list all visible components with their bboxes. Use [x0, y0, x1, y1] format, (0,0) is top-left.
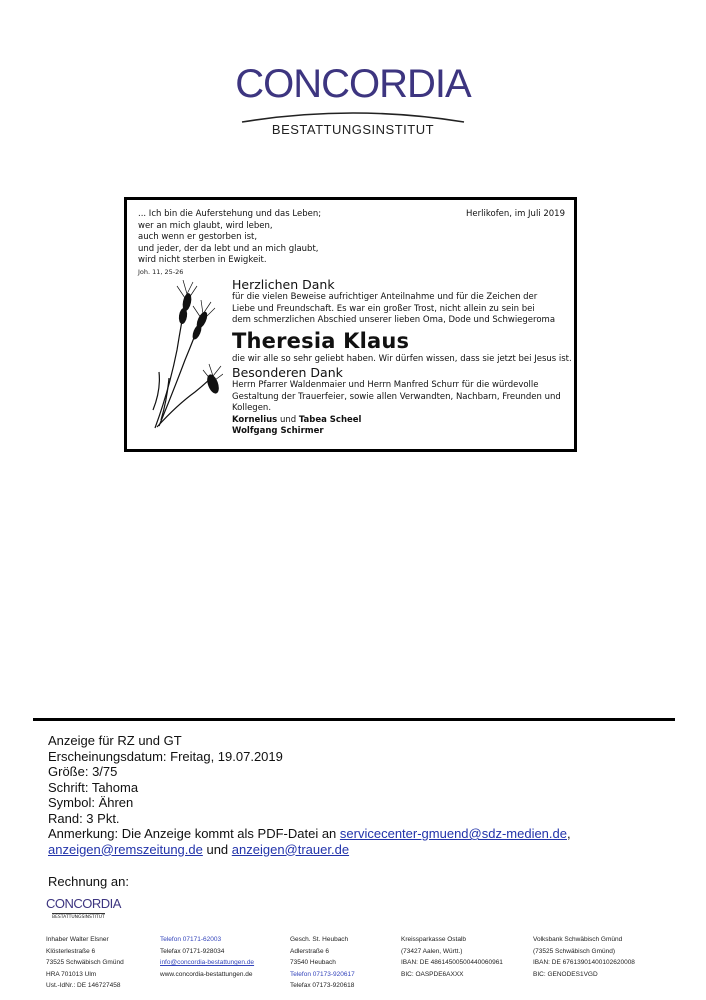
place-date: Herlikofen, im Juli 2019 — [466, 209, 565, 219]
signer-name: Wolfgang Schirmer — [232, 426, 324, 436]
footer-line: Adlerstraße 6 — [290, 947, 330, 955]
quote-reference: Joh. 11, 25-26 — [138, 267, 184, 276]
text-line: Herrn Pfarrer Waldenmaier und Herrn Manfred Schurr für die würdevolle — [232, 380, 539, 390]
quote-line: auch wenn er gestorben ist, — [138, 232, 258, 242]
footer-col-contact — [160, 934, 254, 980]
info-line: Größe: 3/75 — [48, 764, 118, 779]
logo-subtitle: BESTATTUNGSINSTITUT — [271, 122, 435, 137]
logo-arc — [240, 104, 466, 124]
signer-name: Tabea Scheel — [298, 414, 362, 425]
email-link[interactable]: anzeigen@trauer.de — [231, 841, 350, 857]
footer-line: IBAN: DE 48614500500440060961 — [401, 959, 503, 966]
small-logo-subtitle: BESTATTUNGSINSTITUT — [52, 915, 105, 920]
footer-line: Kreissparkasse Ostalb — [401, 936, 467, 943]
deceased-name: Theresia Klaus — [232, 328, 410, 353]
quote-line: und jeder, der da lebt und an mich glaubt, — [138, 243, 319, 254]
text-line: Liebe und Freundschaft. Es war ein großer Trost, nicht allein zu sein bei — [232, 303, 535, 314]
quote-line: ... Ich bin die Auferstehung und das Leben; — [138, 209, 322, 219]
wheat-ears-icon — [147, 280, 223, 430]
section-divider — [33, 718, 675, 721]
info-note-cont — [48, 842, 571, 858]
signer-name: Kornelius — [232, 414, 278, 425]
note-text: Anmerkung: Die Anzeige kommt als PDF-Datei an — [48, 826, 340, 841]
invoice-label: Rechnung an: — [48, 874, 129, 889]
quote-line: wer an mich glaubt, wird leben, — [138, 220, 273, 231]
thanks-text — [232, 292, 572, 327]
info-note — [48, 826, 571, 842]
footer-line: Volksbank Schwäbisch Gmünd — [533, 936, 623, 943]
ad-order-info — [48, 733, 571, 857]
footer-phone: Telefon 07171-62003 — [160, 936, 222, 943]
email-link[interactable]: servicecenter-gmuend@sdz-medien.de — [339, 826, 567, 841]
footer-fax: Telefax 07173-920618 — [290, 982, 355, 989]
footer-line: Gesch. St. Heubach — [290, 936, 349, 943]
footer-email-link[interactable]: info@concordia-bestattungen.de — [160, 959, 255, 966]
footer-col-bank2 — [533, 934, 635, 980]
footer-line: BIC: OASPDE6AXXX — [401, 970, 464, 978]
note-sep: , — [567, 826, 571, 841]
beloved-text: die wir alle so sehr geliebt haben. Wir dürfen wissen, dass sie jetzt bei Jesus ist. — [232, 353, 572, 364]
info-line: Anzeige für RZ und GT — [48, 733, 182, 748]
scripture-quote — [138, 209, 321, 278]
text-line: dem schmerzlichen Abschied unserer lieben Oma, Dode und Schwiegeroma — [232, 315, 556, 325]
note-and: und — [202, 841, 232, 857]
text-line: Kollegen. — [232, 403, 272, 413]
signature-line-2 — [232, 426, 572, 438]
footer-col-bank1 — [401, 934, 503, 980]
footer-line: Ust.-IdNr.: DE 146727458 — [46, 982, 121, 989]
footer-line: Inhaber Walter Elsner — [46, 936, 109, 943]
footer-web: www.concordia-bestattungen.de — [160, 970, 253, 978]
company-logo: CONCORDIA — [235, 62, 471, 106]
info-line: Rand: 3 Pkt. — [48, 810, 120, 826]
heading-herzlichen-dank: Herzlichen Dank — [232, 277, 335, 292]
text-line: für die vielen Beweise aufrichtiger Anteilnahme und für die Zeichen der — [232, 292, 538, 302]
footer-line: 73540 Heubach — [290, 959, 336, 966]
heading-besonderen-dank: Besonderen Dank — [232, 365, 343, 380]
info-line: Erscheinungsdatum: Freitag, 19.07.2019 — [48, 748, 283, 764]
footer-phone: Telefon 07173-920617 — [290, 970, 355, 978]
special-thanks-text — [232, 380, 572, 415]
signature-line-1 — [232, 415, 572, 427]
footer-col-owner — [46, 934, 124, 992]
footer-line: 73525 Schwäbisch Gmünd — [46, 959, 124, 966]
info-line: Symbol: Ähren — [48, 795, 134, 810]
footer-line: IBAN: DE 67613901400102620008 — [533, 959, 635, 966]
text-line: Gestaltung der Trauerfeier, sowie allen Verwandten, Nachbarn, Freunden und — [232, 391, 561, 402]
quote-line: wird nicht sterben in Ewigkeit. — [138, 255, 267, 265]
footer-line: BIC: GENODES1VGD — [533, 970, 598, 978]
footer-line: (73525 Schwäbisch Gmünd) — [533, 947, 616, 955]
ad-main-text — [232, 278, 572, 438]
email-link[interactable]: anzeigen@remszeitung.de — [48, 841, 203, 857]
small-company-logo: CONCORDIA — [46, 896, 121, 911]
footer-line: Klösterlestraße 6 — [46, 947, 96, 955]
footer-line: HRA 701013 Ulm — [46, 970, 97, 978]
footer-line: (73427 Aalen, Württ.) — [401, 947, 463, 955]
signer-and: und — [279, 414, 297, 425]
footer-fax: Telefax 07171-928034 — [160, 947, 225, 955]
obituary-ad — [124, 197, 577, 452]
footer-col-branch — [290, 934, 355, 992]
info-line: Schrift: Tahoma — [48, 779, 139, 795]
